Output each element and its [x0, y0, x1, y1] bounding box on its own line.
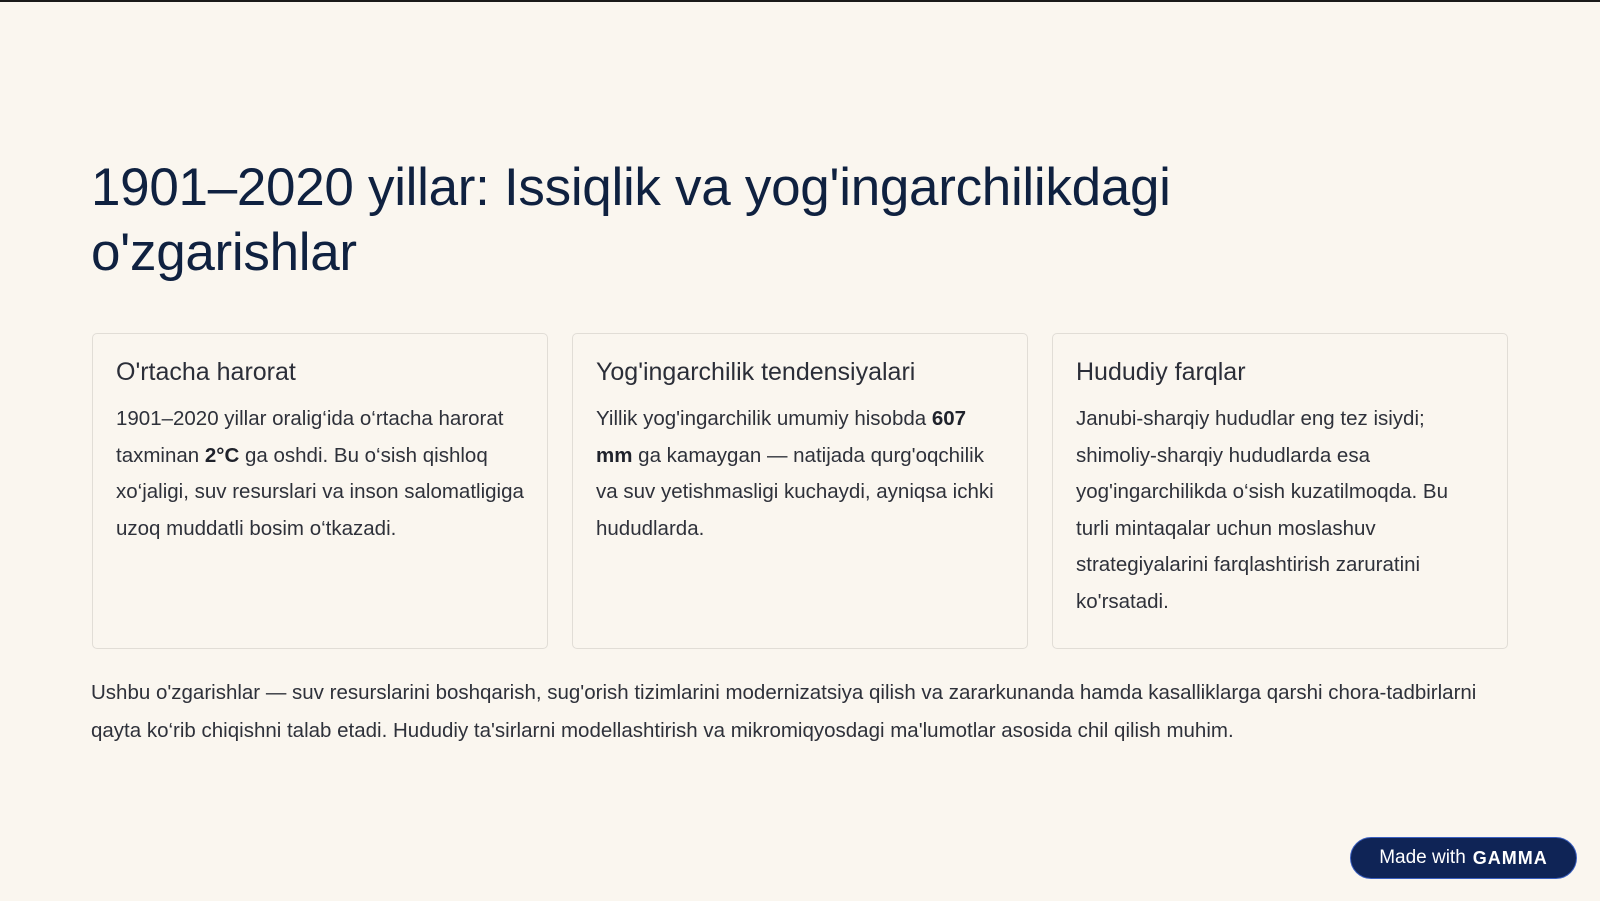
summary-paragraph: Ushbu o'zgarishlar — suv resurslarini boshqarish, sug'orish tizimlarini modernizatsiya qilish va zararkunanda hamda kasalliklarga qarshi chora-tadbirlarni qayta ko‘rib chiqishni talab etadi. Hududiy ta'sirlarni modellashtirish va mikromiqyosdagi ma'lumotlar asosida chil qilish muhim.: [91, 681, 1477, 742]
card-average-temperature: [92, 333, 548, 649]
card-text-part: Yillik yog'ingarchilik umumiy hisobda: [596, 407, 932, 430]
card-highlight-value: 2°C: [204, 443, 240, 467]
card-highlight-value: 607 mm: [596, 407, 967, 467]
card-title: Yog'ingarchilik tendensiyalari: [596, 358, 916, 386]
slide-title: 1901–2020 yillar: Issiqlik va yog'ingarchilikdagi o'zgarishlar: [91, 158, 1171, 282]
card-title: O'rtacha harorat: [116, 358, 296, 386]
cards-row: [92, 333, 1508, 649]
gamma-logo: GAMMA: [1472, 847, 1548, 868]
card-regional-differences: [1052, 333, 1508, 649]
card-precipitation-trends: [572, 333, 1028, 649]
made-with-gamma-button[interactable]: [1350, 837, 1577, 879]
card-text: [596, 401, 1005, 547]
badge-label: Made with: [1379, 847, 1466, 868]
top-border-line: [0, 0, 1600, 2]
card-text: Janubi-sharqiy hududlar eng tez isiydi; shimoliy-sharqiy hududlarda esa yog'ingarchilikda o‘sish kuzatilmoqda. Bu turli mintaqalar uchun moslashuv strategiyalarini farqlashtirish zaruratini ko'rsatadi.: [1076, 407, 1448, 613]
card-text-part: 1901–2020 yillar oralig‘ida o‘rtacha harorat taxminan: [116, 407, 504, 467]
card-text-part: ga oshdi. Bu o‘sish qishloq xo‘jaligi, suv resurslari va inson salomatligiga uzoq muddatli bosim o‘tkazadi.: [116, 443, 524, 540]
card-title: Hududiy farqlar: [1076, 358, 1246, 386]
card-text-part: ga kamaygan — natijada qurg'oqchilik va suv yetishmasligi kuchaydi, ayniqsa ichki hududlarda.: [596, 443, 994, 540]
card-text: [116, 401, 525, 547]
